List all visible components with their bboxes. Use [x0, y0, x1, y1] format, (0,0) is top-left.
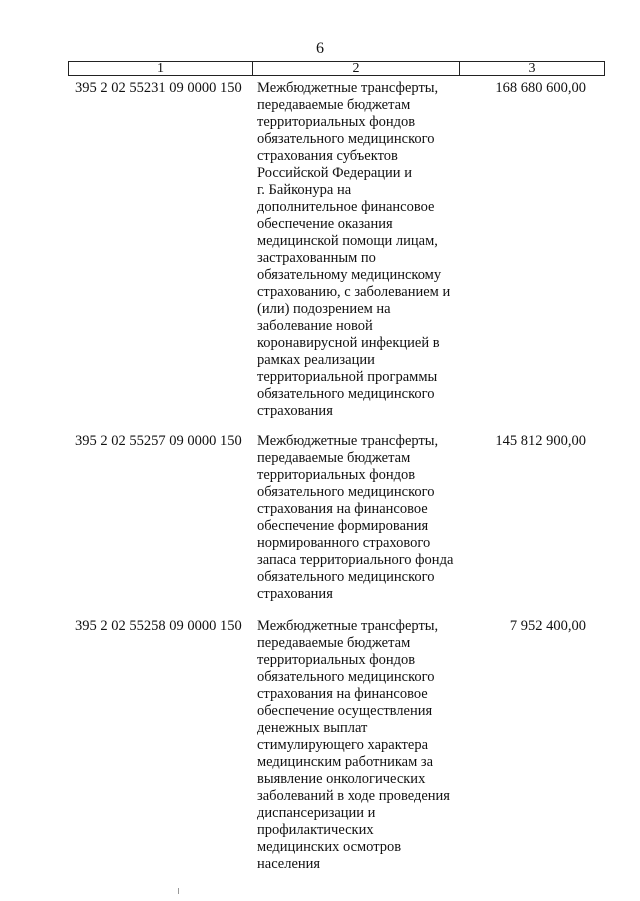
row-description — [257, 433, 472, 603]
description-line: страхования на финансовое — [257, 686, 428, 702]
description-line: территориальных фондов — [257, 652, 416, 668]
column-header-1: 1 — [69, 62, 253, 75]
row-description — [257, 80, 472, 420]
description-line: медицинским работникам за — [257, 754, 434, 770]
description-line: передаваемые бюджетам — [257, 97, 411, 113]
description-line: страхования — [257, 403, 333, 419]
description-line: Межбюджетные трансферты, — [257, 433, 439, 449]
description-line: коронавирусной инфекцией в — [257, 335, 440, 351]
description-line: обязательного медицинского — [257, 386, 435, 402]
description-line: рамках реализации — [257, 352, 375, 368]
description-line: передаваемые бюджетам — [257, 450, 411, 466]
description-line: запаса территориального фонда — [257, 552, 454, 568]
description-line: обеспечение формирования — [257, 518, 429, 534]
description-line: выявление онкологических — [257, 771, 426, 787]
description-line: населения — [257, 856, 321, 872]
amount: 7 952 400,00 — [509, 618, 586, 634]
description-line: передаваемые бюджетам — [257, 635, 411, 651]
description-line: заболевание новой — [257, 318, 373, 334]
description-line: стимулирующего характера — [257, 737, 429, 753]
description-line: денежных выплат — [257, 720, 368, 736]
column-header-3: 3 — [528, 61, 536, 76]
budget-code: 395 2 02 55231 09 0000 150 — [75, 80, 242, 96]
description-line: (или) подозрением на — [257, 301, 391, 317]
description-line: обязательного медицинского — [257, 669, 435, 685]
description-line: застрахованным по — [257, 250, 376, 266]
description-line: заболеваний в ходе проведения — [257, 788, 450, 804]
amount: 168 680 600,00 — [495, 80, 586, 96]
description-line: обязательного медицинского — [257, 131, 435, 147]
description-line: обязательного медицинского — [257, 569, 435, 585]
description-line: диспансеризации и — [257, 805, 376, 821]
amount: 145 812 900,00 — [495, 433, 586, 449]
page-number: 6 — [316, 40, 324, 57]
description-line: Межбюджетные трансферты, — [257, 80, 439, 96]
description-line: дополнительное финансовое — [257, 199, 435, 215]
description-line: страхованию, с заболеванием и — [257, 284, 451, 300]
description-line: медицинской помощи лицам, — [257, 233, 438, 249]
table-header — [68, 61, 605, 76]
description-line: обеспечение оказания — [257, 216, 393, 232]
description-line: территориальной программы — [257, 369, 438, 385]
description-line: Межбюджетные трансферты, — [257, 618, 439, 634]
description-line: обязательного медицинского — [257, 484, 435, 500]
row-description — [257, 618, 472, 873]
description-line: г. Байконура на — [257, 182, 352, 198]
description-line: профилактических — [257, 822, 374, 838]
description-line: Российской Федерации и — [257, 165, 412, 181]
description-line: страхования субъектов — [257, 148, 398, 164]
budget-code: 395 2 02 55258 09 0000 150 — [75, 618, 242, 634]
description-line: страхования — [257, 586, 333, 602]
description-line: нормированного страхового — [257, 535, 431, 551]
description-line: обеспечение осуществления — [257, 703, 433, 719]
column-header-2: 2 — [253, 62, 460, 75]
description-line: территориальных фондов — [257, 467, 416, 483]
description-line: страхования на финансовое — [257, 501, 428, 517]
budget-code: 395 2 02 55257 09 0000 150 — [75, 433, 242, 449]
description-line: медицинских осмотров — [257, 839, 402, 855]
description-line: территориальных фондов — [257, 114, 416, 130]
description-line: обязательному медицинскому — [257, 267, 442, 283]
scan-mark — [178, 888, 179, 894]
